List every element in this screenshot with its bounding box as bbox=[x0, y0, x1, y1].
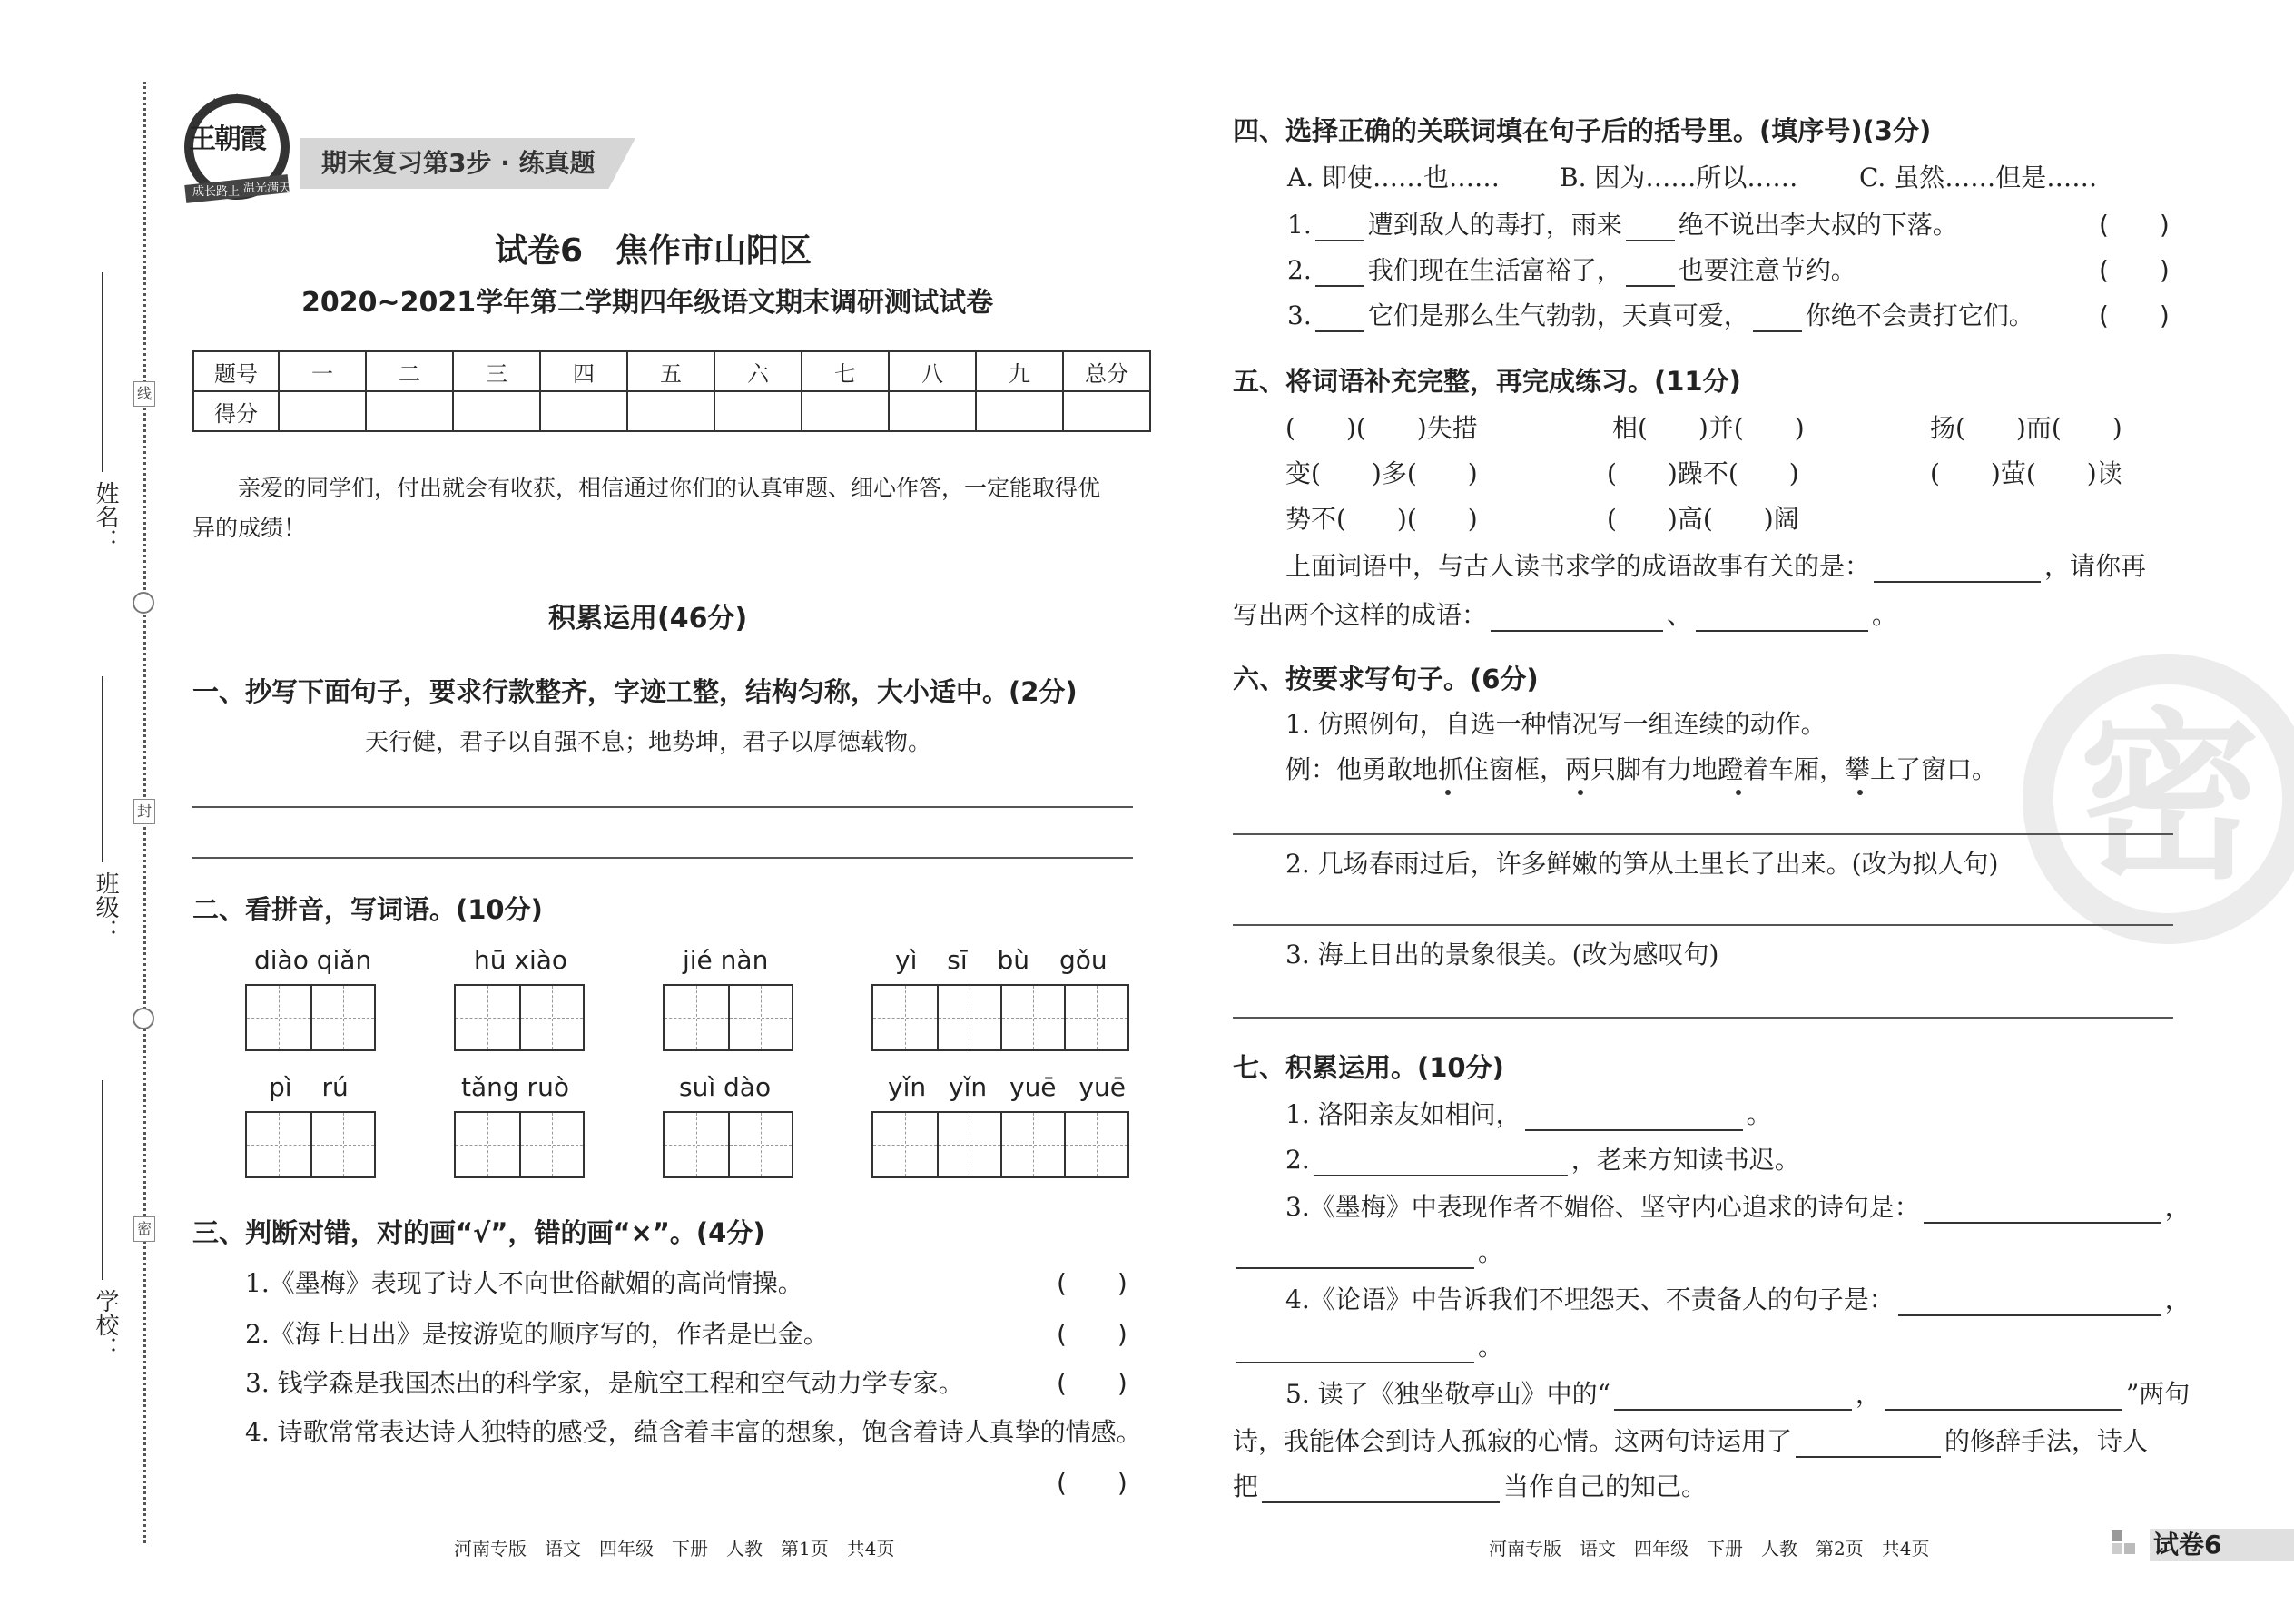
seal-char-mi: 密 bbox=[133, 1216, 155, 1242]
q4-blank[interactable] bbox=[1315, 305, 1364, 332]
q7-text: 4.《论语》中告诉我们不埋怨天、不责备人的句子是： bbox=[1285, 1284, 1895, 1314]
score-table-cell: 题号 bbox=[193, 351, 279, 391]
q5-word[interactable]: 扬( )而( ) bbox=[1930, 413, 2122, 443]
q7-blank[interactable] bbox=[1898, 1289, 2161, 1316]
q4-answer-paren[interactable]: ( ) bbox=[2099, 255, 2170, 285]
q5-text: 写出两个这样的成语： bbox=[1233, 600, 1488, 630]
score-input-cell[interactable] bbox=[1063, 391, 1150, 431]
char-grid-cell[interactable] bbox=[728, 1113, 792, 1176]
score-table bbox=[192, 350, 1151, 432]
q5-question bbox=[1285, 550, 2146, 583]
q5-text: 上面词语中，与古人读书求学的成语故事有关的是： bbox=[1285, 551, 1871, 581]
char-grid-cell[interactable] bbox=[310, 986, 374, 1049]
pinyin-label: yǐn yǐn yuē yuē bbox=[888, 1072, 1126, 1102]
char-grid[interactable] bbox=[454, 984, 585, 1051]
q4-blank[interactable] bbox=[1626, 260, 1675, 287]
banner-text: 期末复习第3步 · 练真题 bbox=[321, 148, 596, 178]
score-table-cell: 得分 bbox=[193, 391, 279, 431]
binding-circle-icon bbox=[133, 1008, 154, 1029]
q3-answer-paren[interactable]: ( ) bbox=[1057, 1319, 1127, 1349]
emphasis-dot bbox=[1736, 790, 1741, 795]
q2-heading: 二、看拼音，写词语。(10分) bbox=[192, 894, 543, 925]
pinyin-label: pì rú bbox=[269, 1072, 349, 1102]
q7-blank[interactable] bbox=[1236, 1336, 1474, 1363]
score-input-cell[interactable] bbox=[976, 391, 1063, 431]
q7-text: 当作自己的知己。 bbox=[1503, 1471, 1708, 1501]
binding-circle-icon bbox=[133, 592, 154, 614]
char-grid[interactable] bbox=[871, 984, 1129, 1051]
q4-item-text: 3. bbox=[1287, 300, 1312, 330]
char-grid[interactable] bbox=[245, 984, 376, 1051]
q3-item: 2.《海上日出》是按游览的顺序写的，作者是巴金。 bbox=[245, 1319, 829, 1349]
q7-blank[interactable] bbox=[1525, 1104, 1743, 1131]
char-grid-cell[interactable] bbox=[456, 1113, 519, 1176]
q4-blank[interactable] bbox=[1753, 305, 1802, 332]
q1-answer-line[interactable] bbox=[192, 806, 1133, 808]
seal-char-xian: 线 bbox=[133, 381, 155, 407]
q3-answer-paren[interactable]: ( ) bbox=[1057, 1268, 1127, 1298]
q5-blank[interactable] bbox=[1696, 605, 1868, 632]
score-table-cell: 七 bbox=[802, 351, 889, 391]
q6-answer-line[interactable] bbox=[1233, 924, 2173, 926]
q6-item: 2. 几场春雨过后，许多鲜嫩的笋从土里长了出来。(改为拟人句) bbox=[1285, 849, 1999, 879]
pinyin-label: yì sī bù gǒu bbox=[895, 945, 1108, 975]
page-title: 试卷6 焦作市山阳区 bbox=[495, 232, 812, 270]
q7-item bbox=[1285, 1098, 1772, 1131]
q7-text: 。 bbox=[1746, 1099, 1772, 1129]
logo-slogan: 成长路上 bbox=[192, 185, 241, 199]
score-table-cell: 二 bbox=[366, 351, 453, 391]
q4-answer-paren[interactable]: ( ) bbox=[2099, 210, 2170, 240]
q1-answer-line[interactable] bbox=[192, 857, 1133, 859]
page-footer-right: 河南专版 语文 四年级 下册 人教 第2页 共4页 bbox=[1489, 1538, 1930, 1560]
q3-item: 1.《墨梅》表现了诗人不向世俗献媚的高尚情操。 bbox=[245, 1268, 803, 1298]
q6-answer-line[interactable] bbox=[1233, 1017, 2173, 1019]
q6-example: 例：他勇敢地抓住窗框，两只脚有力地蹬着车厢，攀上了窗口。 bbox=[1285, 754, 1998, 784]
q7-item bbox=[1233, 1331, 1503, 1363]
q7-text: ， bbox=[2164, 1192, 2191, 1222]
emphasis-dot bbox=[1857, 790, 1863, 795]
q5-word[interactable]: ( )躁不( ) bbox=[1607, 458, 1799, 488]
q4-item-text: 我们现在生活富裕了， bbox=[1367, 255, 1622, 285]
q4-item-text: 也要注意节约。 bbox=[1678, 255, 1856, 285]
char-grid-cell[interactable] bbox=[937, 1113, 1000, 1176]
q5-text: 、 bbox=[1667, 600, 1693, 630]
char-grid-cell[interactable] bbox=[456, 986, 519, 1049]
q5-question bbox=[1233, 599, 1897, 632]
char-grid-cell[interactable] bbox=[728, 986, 792, 1049]
q7-item bbox=[1285, 1378, 2190, 1411]
q4-item-text: 它们是那么生气勃勃，天真可爱， bbox=[1367, 300, 1749, 330]
watermark-text: 密 bbox=[2079, 693, 2261, 904]
char-grid[interactable] bbox=[663, 984, 793, 1051]
pinyin-label: hū xiào bbox=[474, 945, 568, 975]
q7-blank[interactable] bbox=[1614, 1383, 1852, 1411]
page-footer-left: 河南专版 语文 四年级 下册 人教 第1页 共4页 bbox=[454, 1538, 895, 1560]
q7-item bbox=[1233, 1471, 1707, 1503]
q5-text: ，请你再 bbox=[2044, 551, 2147, 581]
q7-item bbox=[1285, 1284, 2191, 1316]
score-table-header-row bbox=[193, 351, 1150, 391]
q4-item-text: 1. bbox=[1287, 210, 1312, 240]
name-field[interactable] bbox=[102, 272, 103, 472]
q5-text: 。 bbox=[1872, 600, 1898, 630]
score-table-cell: 八 bbox=[889, 351, 976, 391]
q1-heading: 一、抄写下面句子，要求行款整齐，字迹工整，结构匀称，大小适中。(2分) bbox=[192, 676, 1078, 707]
intro-line: 亲爱的同学们，付出就会有收获，相信通过你们的认真审题、细心作答，一定能取得优 bbox=[238, 475, 1101, 501]
char-grid-cell[interactable] bbox=[310, 1113, 374, 1176]
q6-answer-line[interactable] bbox=[1233, 833, 2173, 835]
q1-sentence: 天行健，君子以自强不息；地势坤，君子以厚德载物。 bbox=[365, 729, 932, 756]
score-input-cell[interactable] bbox=[366, 391, 453, 431]
q5-blank[interactable] bbox=[1491, 605, 1663, 632]
score-input-cell[interactable] bbox=[279, 391, 366, 431]
q7-text: 的修辞手法，诗人 bbox=[1944, 1426, 2149, 1456]
q5-word[interactable]: ( )萤( )读 bbox=[1930, 458, 2122, 488]
char-grid-cell[interactable] bbox=[519, 986, 583, 1049]
q6-item: 1. 仿照例句，自选一种情况写一组连续的动作。 bbox=[1285, 709, 1826, 739]
q4-blank[interactable] bbox=[1626, 214, 1675, 241]
char-grid-cell[interactable] bbox=[247, 986, 310, 1049]
q3-item: 4. 诗歌常常表达诗人独特的感受，蕴含着丰富的想象，饱含着诗人真挚的情感。 bbox=[245, 1417, 1142, 1447]
char-grid-cell[interactable] bbox=[1000, 986, 1064, 1049]
char-grid-cell[interactable] bbox=[937, 986, 1000, 1049]
q4-item-text: 你绝不会责打它们。 bbox=[1805, 300, 2034, 330]
seal-char-feng: 封 bbox=[133, 799, 155, 824]
q7-text: 1. 洛阳亲友如相问， bbox=[1285, 1099, 1521, 1129]
q4-item bbox=[1287, 209, 1958, 241]
pinyin-label: diào qiǎn bbox=[254, 945, 372, 975]
score-input-cell[interactable] bbox=[453, 391, 540, 431]
q7-text: 把 bbox=[1233, 1471, 1259, 1501]
score-input-cell[interactable] bbox=[889, 391, 976, 431]
q7-blank[interactable] bbox=[1262, 1476, 1500, 1503]
class-label: 班级： bbox=[92, 871, 119, 942]
intro-line: 异的成绩！ bbox=[192, 515, 307, 541]
q7-text: ， bbox=[1855, 1379, 1881, 1409]
char-grid-cell[interactable] bbox=[665, 986, 728, 1049]
emphasis-dot bbox=[1578, 790, 1583, 795]
char-grid[interactable] bbox=[245, 1111, 376, 1178]
score-input-cell[interactable] bbox=[714, 391, 802, 431]
school-field[interactable] bbox=[102, 1080, 103, 1280]
pinyin-label: jié nàn bbox=[683, 945, 769, 975]
q7-blank[interactable] bbox=[1236, 1242, 1474, 1269]
q7-text: 3.《墨梅》中表现作者不媚俗、坚守内心追求的诗句是： bbox=[1285, 1192, 1920, 1222]
q3-heading: 三、判断对错，对的画“√”，错的画“×”。(4分) bbox=[192, 1217, 765, 1248]
char-grid-cell[interactable] bbox=[873, 986, 937, 1049]
char-grid[interactable] bbox=[871, 1111, 1129, 1178]
q7-item bbox=[1285, 1144, 1800, 1176]
q7-text: ， bbox=[2164, 1284, 2191, 1314]
pinyin-label: tǎng ruò bbox=[461, 1072, 569, 1102]
score-table-cell: 总分 bbox=[1063, 351, 1150, 391]
q4-blank[interactable] bbox=[1315, 214, 1364, 241]
q5-word[interactable]: 变( )多( ) bbox=[1285, 458, 1478, 488]
q3-item: 3. 钱学森是我国杰出的科学家，是航空工程和空气动力学专家。 bbox=[245, 1368, 964, 1398]
pinyin-label: suì dào bbox=[679, 1072, 772, 1102]
char-grid-cell[interactable] bbox=[1000, 1113, 1064, 1176]
score-input-cell[interactable] bbox=[540, 391, 627, 431]
q4-option: C. 虽然……但是…… bbox=[1859, 162, 2098, 192]
score-table-cell: 三 bbox=[453, 351, 540, 391]
char-grid-cell[interactable] bbox=[665, 1113, 728, 1176]
q7-blank[interactable] bbox=[1924, 1196, 2161, 1224]
q7-blank[interactable] bbox=[1885, 1383, 2122, 1411]
q7-text: ”两句 bbox=[2125, 1379, 2191, 1409]
section-title: 积累运用(46分) bbox=[548, 603, 748, 635]
school-label: 学校： bbox=[92, 1289, 119, 1360]
score-table-score-row bbox=[193, 391, 1150, 431]
score-input-cell[interactable] bbox=[802, 391, 889, 431]
char-grid[interactable] bbox=[663, 1111, 793, 1178]
q7-item bbox=[1233, 1425, 2148, 1458]
score-table-cell: 一 bbox=[279, 351, 366, 391]
q4-option: B. 因为……所以…… bbox=[1560, 162, 1798, 192]
q7-text: 。 bbox=[1478, 1332, 1504, 1362]
q4-item bbox=[1287, 300, 2034, 332]
q7-text: ，老来方知读书迟。 bbox=[1570, 1145, 1800, 1175]
footer-squares-icon bbox=[2112, 1530, 2148, 1558]
char-grid-cell[interactable] bbox=[519, 1113, 583, 1176]
q7-blank[interactable] bbox=[1314, 1149, 1568, 1176]
q4-item-text: 绝不说出李大叔的下落。 bbox=[1678, 210, 1958, 240]
q4-item-text: 遭到敌人的毒打，雨来 bbox=[1367, 210, 1622, 240]
q4-blank[interactable] bbox=[1315, 260, 1364, 287]
char-grid-cell[interactable] bbox=[247, 1113, 310, 1176]
name-label: 姓名： bbox=[92, 481, 119, 552]
q7-text: 5. 读了《独坐敬亭山》中的“ bbox=[1285, 1379, 1610, 1409]
char-grid-cell[interactable] bbox=[1064, 986, 1127, 1049]
char-grid[interactable] bbox=[454, 1111, 585, 1178]
logo bbox=[178, 91, 296, 209]
q5-word[interactable]: 势不( )( ) bbox=[1285, 504, 1478, 534]
q7-text: 2. bbox=[1285, 1145, 1310, 1175]
q7-text: 诗，我能体会到诗人孤寂的心情。这两句诗运用了 bbox=[1233, 1426, 1793, 1456]
char-grid-cell[interactable] bbox=[1064, 1113, 1127, 1176]
q6-item: 3. 海上日出的景象很美。(改为感叹句) bbox=[1285, 940, 1719, 969]
footer-tag: 试卷6 bbox=[2153, 1530, 2222, 1560]
q4-item bbox=[1287, 254, 1856, 287]
q7-heading: 七、积累运用。(10分) bbox=[1233, 1052, 1504, 1083]
class-field[interactable] bbox=[102, 676, 103, 862]
q7-item bbox=[1233, 1236, 1503, 1269]
score-input-cell[interactable] bbox=[627, 391, 714, 431]
q4-option: A. 即使……也…… bbox=[1287, 162, 1501, 192]
logo-text: 王朝霞 bbox=[189, 123, 265, 155]
q3-answer-paren[interactable]: ( ) bbox=[1057, 1468, 1127, 1498]
q5-word[interactable]: 相( )并( ) bbox=[1612, 413, 1805, 443]
q3-answer-paren[interactable]: ( ) bbox=[1057, 1368, 1127, 1398]
score-table-cell: 六 bbox=[714, 351, 802, 391]
score-table-cell: 四 bbox=[540, 351, 627, 391]
q6-heading: 六、按要求写句子。(6分) bbox=[1233, 664, 1539, 694]
q5-word[interactable]: ( )( )失措 bbox=[1285, 413, 1478, 443]
q7-text: 。 bbox=[1478, 1237, 1504, 1267]
char-grid-cell[interactable] bbox=[873, 1113, 937, 1176]
score-table-cell: 五 bbox=[627, 351, 714, 391]
q7-blank[interactable] bbox=[1796, 1431, 1941, 1458]
q5-heading: 五、将词语补充完整，再完成练习。(11分) bbox=[1233, 366, 1741, 397]
page-subtitle: 2020~2021学年第二学期四年级语文期末调研测试试卷 bbox=[301, 287, 994, 319]
q5-blank[interactable] bbox=[1874, 556, 2041, 583]
q4-answer-paren[interactable]: ( ) bbox=[2099, 300, 2170, 330]
q5-word[interactable]: ( )高( )阔 bbox=[1607, 504, 1799, 534]
logo-slogan: 温光满天 bbox=[243, 182, 291, 195]
q7-item bbox=[1285, 1191, 2191, 1224]
emphasis-dot bbox=[1445, 790, 1451, 795]
q4-heading: 四、选择正确的关联词填在句子后的括号里。(填序号)(3分) bbox=[1233, 115, 1932, 146]
score-table-cell: 九 bbox=[976, 351, 1063, 391]
q4-item-text: 2. bbox=[1287, 255, 1312, 285]
